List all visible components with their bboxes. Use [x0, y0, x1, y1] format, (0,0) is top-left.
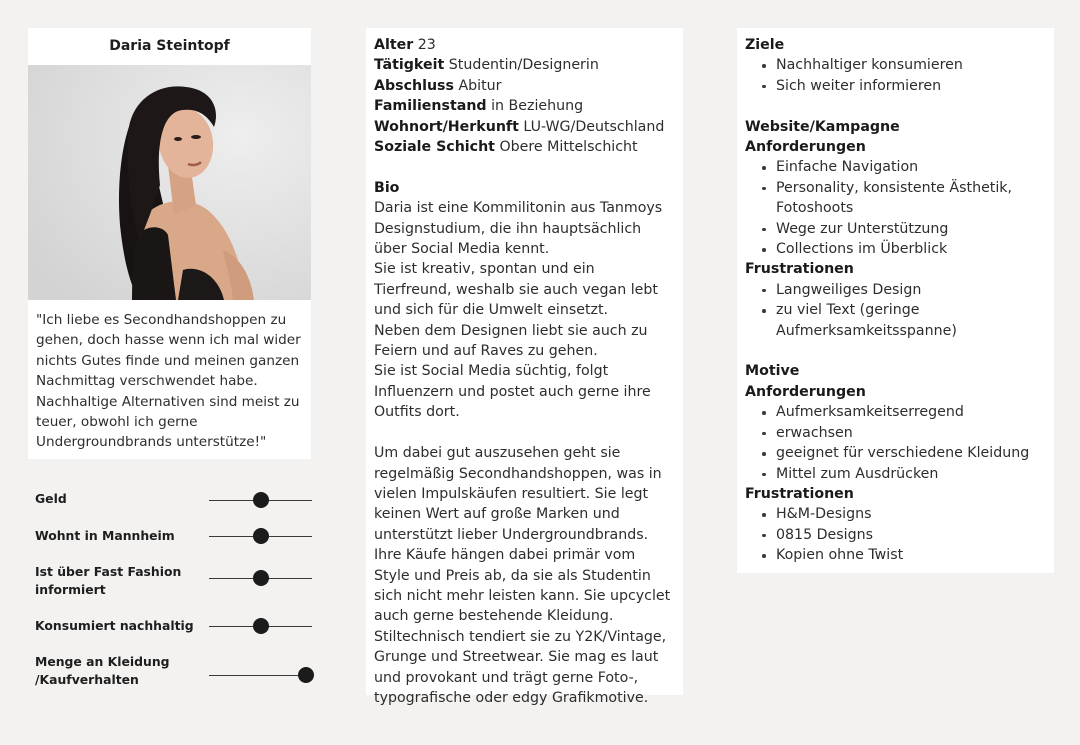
fact-occupation: Tätigkeit Studentin/Designerin	[374, 57, 599, 74]
motive-heading: Motive	[745, 363, 800, 380]
slider-label: Geld	[35, 491, 67, 506]
persona-quote: "Ich liebe es Secondhandshoppen zu gehen, doch hasse wenn ich mal wider nichts Gutes finde und meinen ganzen Nachmittag verschwendet habe. Nachhaltige Alternativen sind meist zu teuer, obwohl ich gerne Undergroundbrands unterstütze!"	[36, 312, 301, 451]
bio-paragraph: Neben dem Designen liebt sie auch zu Feiern und auf Raves zu gehen.	[374, 322, 648, 360]
persona-photo	[28, 65, 311, 300]
list-item: H&M-Designs	[745, 504, 1046, 524]
fact-relationship: Familienstand in Beziehung	[374, 98, 584, 115]
bio-paragraph: Sie ist Social Media süchtig, folgt Influenzern und postet auch gerne ihre Outfits dort.	[374, 363, 651, 421]
fact-residence: Wohnort/Herkunft LU-WG/Deutschland	[374, 118, 665, 135]
persona-name: Daria Steintopf	[109, 38, 230, 54]
list-item: Personality, konsistente Ästhetik, Fotoshoots	[745, 178, 1046, 219]
slider-track	[209, 626, 312, 628]
slider-track	[209, 500, 312, 502]
bio-heading: Bio	[374, 179, 400, 196]
motive-frustrations-list	[745, 504, 1046, 565]
website-frustrations-heading: Frustrationen	[745, 261, 854, 278]
list-item: Collections im Überblick	[745, 239, 1046, 259]
list-item: erwachsen	[745, 423, 1046, 443]
slider-label: Konsumiert nachhaltig	[35, 618, 194, 633]
slider-knob	[298, 667, 314, 683]
list-item: Aufmerksamkeitserregend	[745, 402, 1046, 422]
slider-track	[209, 675, 312, 677]
fact-social-class: Soziale Schicht Obere Mittelschicht	[374, 139, 638, 156]
website-requirements-heading: Anforderungen	[745, 139, 866, 156]
motive-frustrations-heading: Frustrationen	[745, 485, 854, 502]
goals-list	[745, 55, 1046, 96]
slider-track	[209, 578, 312, 580]
persona-profile-card	[28, 28, 311, 459]
fact-degree: Abschluss Abitur	[374, 77, 502, 94]
slider-label: Menge an Kleidung /Kaufverhalten	[35, 654, 170, 687]
list-item: Wege zur Unterstützung	[745, 219, 1046, 239]
slider-knob	[253, 618, 269, 634]
list-item: geeignet für verschiedene Kleidung	[745, 443, 1046, 463]
website-heading: Website/Kampagne	[745, 118, 900, 135]
motive-requirements-heading: Anforderungen	[745, 383, 866, 400]
bio-paragraph: Sie ist kreativ, spontan und ein Tierfreund, weshalb sie auch vegan lebt und sich für die Umwelt einsetzt.	[374, 261, 658, 319]
list-item: Langweiliges Design	[745, 280, 1046, 300]
slider-track	[209, 536, 312, 538]
list-item: zu viel Text (geringe Aufmerksamkeitsspanne)	[745, 300, 1046, 341]
slider-label: Ist über Fast Fashion informiert	[35, 564, 182, 597]
slider-knob	[253, 570, 269, 586]
goals-heading: Ziele	[745, 37, 785, 53]
persona-bio-card	[366, 28, 683, 706]
slider-knob	[253, 528, 269, 544]
motive-requirements-list	[745, 402, 1046, 484]
slider-knob	[253, 492, 269, 508]
slider-label: Wohnt in Mannheim	[35, 528, 175, 543]
list-item: 0815 Designs	[745, 525, 1046, 545]
fact-age: Alter 23	[374, 37, 436, 53]
website-requirements-list	[745, 157, 1046, 259]
bio-paragraph: Um dabei gut auszusehen geht sie regelmäßig Secondhandshoppen, was in vielen Impulskäufen resultiert. Sie legt keinen Wert auf große Marken und unterstützt lieber Undergroundbrands. Ihre Käufe hängen dabei primär vom Style und Preis ab, da sie als Studentin sich nicht mehr leisten kann. Sie upcyclet auch gerne bestehende Kleidung.	[374, 445, 671, 625]
list-item: Einfache Navigation	[745, 157, 1046, 177]
website-frustrations-list	[745, 280, 1046, 341]
list-item: Mittel zum Ausdrücken	[745, 464, 1046, 484]
list-item: Kopien ohne Twist	[745, 545, 1046, 565]
list-item: Nachhaltiger konsumieren	[745, 55, 1046, 75]
persona-goals-card	[737, 28, 1054, 573]
list-item: Sich weiter informieren	[745, 76, 1046, 96]
bio-paragraph: Stiltechnisch tendiert sie zu Y2K/Vintage, Grunge und Streetwear. Sie mag es laut und provokant und trägt gerne Foto-, typografische oder edgy Grafikmotive.	[374, 628, 667, 706]
bio-paragraph: Daria ist eine Kommilitonin aus Tanmoys Designstudium, die ihn hauptsächlich über Social Media kennt.	[374, 200, 663, 258]
